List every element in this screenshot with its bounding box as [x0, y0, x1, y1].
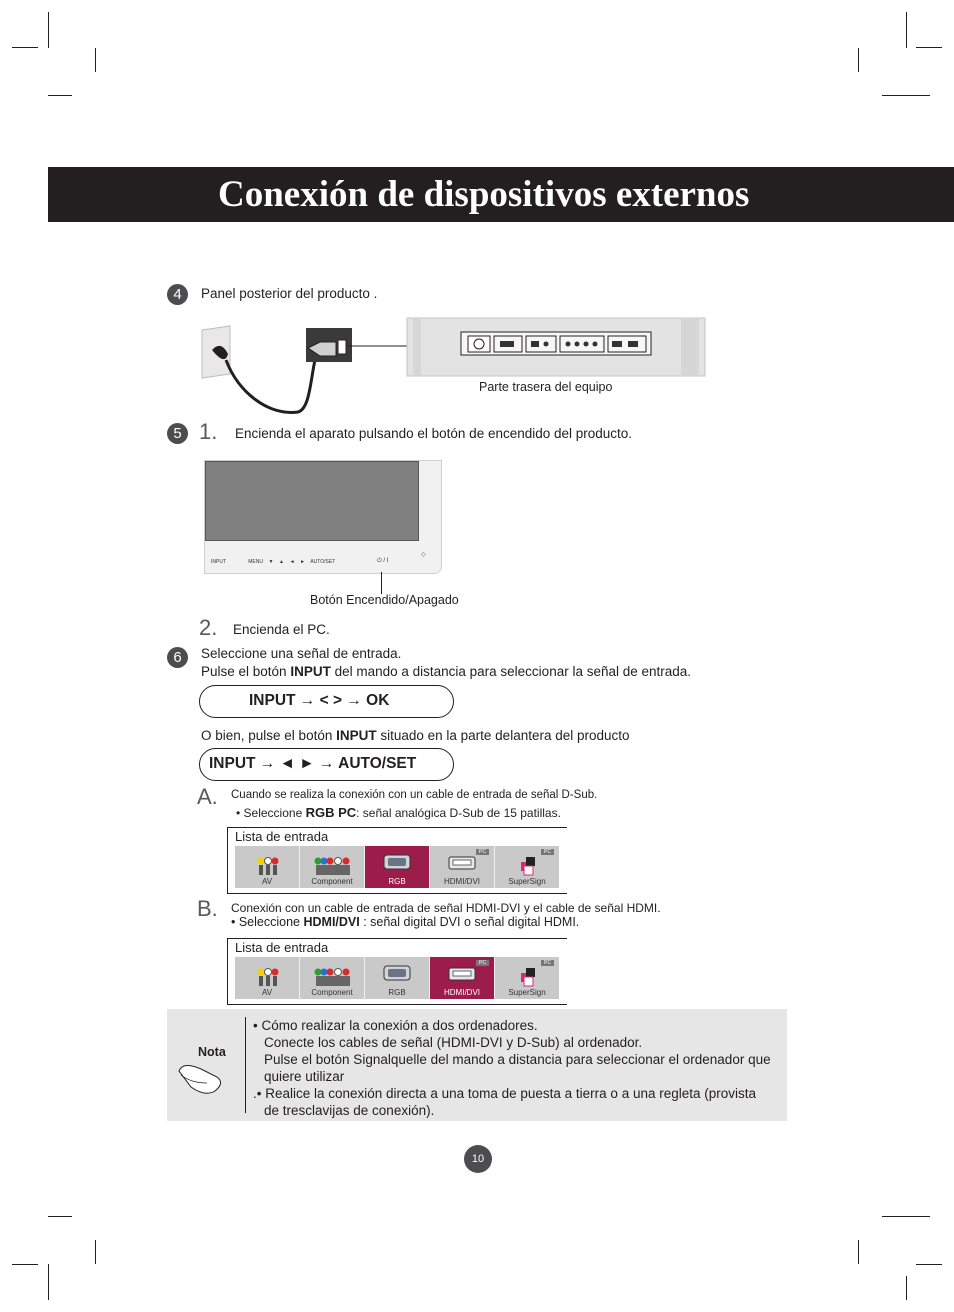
monitor-front-illustration	[204, 460, 442, 574]
step-6-line-1: Seleccione una señal de entrada.	[201, 646, 402, 661]
step-5-num-1: 1.	[199, 419, 218, 444]
monitor-screen	[205, 461, 419, 541]
led-icon: ◇	[421, 552, 426, 558]
input-supersign[interactable]: PC SuperSign	[495, 957, 559, 999]
rear-connection-illustration	[198, 312, 708, 418]
rca-av-icon	[257, 856, 279, 876]
option-b-bullet: • Seleccione HDMI/DVI : señal digital DVI o señal digital HDMI.	[231, 915, 580, 929]
input-list-a-title: Lista de entrada	[235, 829, 329, 844]
step-5-num-2: 2.	[199, 615, 218, 640]
hdmi-icon	[448, 856, 476, 870]
monitor-button-labels: INPUT MENU ▼ ▲ ◄ ► AUTO/SET	[211, 559, 336, 565]
rca-component-icon	[314, 967, 352, 987]
step-5-text-1: Encienda el aparato pulsando el botón de encendido del producto.	[235, 426, 633, 441]
power-button-caption: Botón Encendido/Apagado	[310, 593, 459, 607]
input-list-b	[227, 938, 567, 1005]
input-rgb[interactable]: RGB	[365, 957, 430, 999]
remote-sequence: INPUT → < > → OK	[249, 692, 390, 709]
input-list-b-title: Lista de entrada	[235, 940, 329, 955]
page-number: 10	[464, 1145, 492, 1173]
supersign-icon	[519, 967, 537, 987]
front-panel-text: O bien, pulse el botón INPUT situado en la parte delantera del producto	[201, 728, 630, 743]
step-6-line-2: Pulse el botón INPUT del mando a distancia para seleccionar la señal de entrada.	[201, 664, 692, 679]
option-a-letter: A.	[197, 784, 218, 809]
step-5-badge: 5	[167, 423, 188, 444]
power-button: ⏻ / I	[377, 558, 389, 564]
option-a-text: Cuando se realiza la conexión con un cable de entrada de señal D-Sub.	[231, 789, 598, 801]
input-av[interactable]: AV	[235, 957, 300, 999]
step-5-text-2: Encienda el PC.	[233, 622, 330, 637]
input-supersign[interactable]: PC SuperSign	[495, 846, 559, 888]
step-4-badge: 4	[167, 284, 188, 305]
vga-icon	[383, 965, 411, 981]
vga-icon	[383, 854, 411, 870]
input-hdmi-dvi[interactable]: PC HDMI/DVI	[430, 846, 495, 888]
rca-av-icon	[257, 967, 279, 987]
title-banner	[48, 167, 954, 222]
front-sequence: INPUT → ◄ ► → AUTO/SET	[209, 755, 417, 772]
power-cable	[226, 346, 320, 412]
rca-component-icon	[314, 856, 352, 876]
input-av[interactable]: AV	[235, 846, 300, 888]
option-a-bullet: • Seleccione RGB PC: señal analógica D-Sub de 15 patillas.	[236, 805, 561, 820]
input-rgb[interactable]: RGB	[365, 846, 430, 888]
step-6-badge: 6	[167, 647, 188, 668]
input-hdmi-dvi[interactable]: PC HDMI/DVI	[430, 957, 495, 999]
note-text: • Cómo realizar la conexión a dos ordenadores. Conecte los cables de señal (HDMI-DVI y D-Sub) al ordenador. Pulse el botón Signalquelle del mando a distancia para seleccionar el ordenador que quiere utilizar .• Realice la conexión directa a una toma de puesta a tierra o a una regleta (provista de tresclavijas de conexión).	[253, 1018, 771, 1118]
input-list-a	[227, 827, 567, 894]
note-box	[167, 1009, 787, 1121]
page-title: Conexión de dispositivos externos	[218, 174, 750, 215]
option-b-text: Conexión con un cable de entrada de señal HDMI-DVI y el cable de señal HDMI.	[231, 901, 661, 915]
hdmi-icon	[448, 967, 476, 981]
input-component[interactable]: Component	[300, 846, 365, 888]
step-4-text: Panel posterior del producto .	[201, 286, 378, 301]
remote-control-icon	[175, 1057, 225, 1097]
input-component[interactable]: Component	[300, 957, 365, 999]
option-b-letter: B.	[197, 896, 218, 921]
note-label: Nota	[198, 1045, 226, 1059]
rear-caption: Parte trasera del equipo	[479, 380, 613, 394]
supersign-icon	[519, 856, 537, 876]
